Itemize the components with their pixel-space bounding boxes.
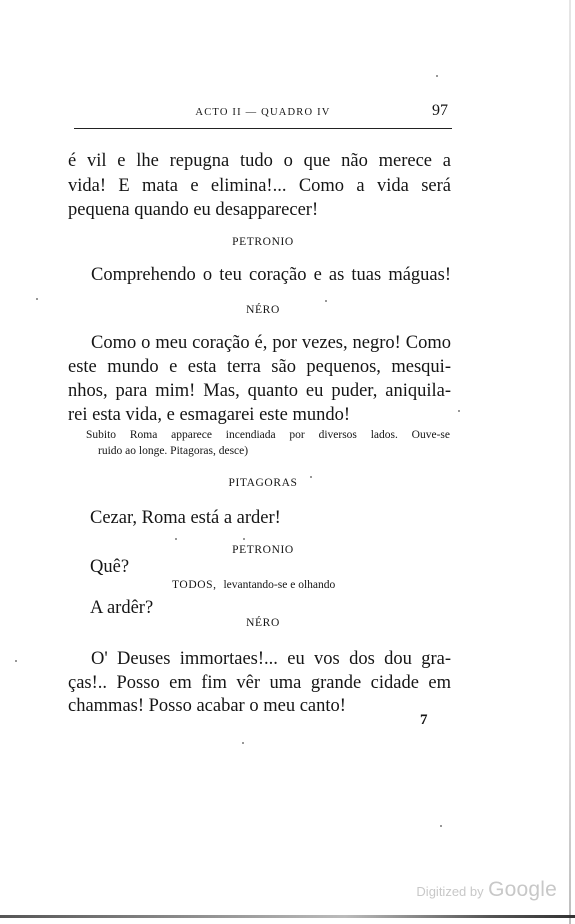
running-head [74,100,452,124]
paragraph-2-line-1: Comprehendo o teu coração e as tuas máguas! [91,265,451,285]
speaker-petronio-2: PETRONIO [232,544,294,556]
page-edge-bottom [0,915,575,918]
paragraph-3-line-4: rei esta vida, e esmagarei este mundo! [68,405,351,425]
ink-speck [242,742,244,744]
speaker-nero: NÉRO [246,304,280,316]
stage-direction-line-2: ruido ao longe. Pitagoras, desce) [98,445,249,457]
paragraph-7-line-3: chammas! Posso acabar o meu canto! [68,696,346,716]
stage-direction-line-1: Subito Roma apparece incendiada por diversos lados. Ouve-se [86,429,450,441]
stage-direction-todos [172,580,335,592]
ink-speck [458,410,460,412]
watermark-prefix: Digitized by [416,884,484,899]
ink-speck [310,476,312,478]
paragraph-4-line-1: Cezar, Roma está a arder! [90,508,281,528]
paragraph-3-line-3: nhos, para mim! Mas, quanto eu puder, aniquila- [68,381,451,401]
stage-direction-todos-text: levantando-se e olhando [223,579,336,591]
paragraph-1-line-1: é vil e lhe repugna tudo o que não merece a [68,151,451,171]
paragraph-3-line-2: este mundo e esta terra são pequenos, mesqui- [68,357,451,377]
watermark-brand: Google [488,878,557,901]
paragraph-7-line-2: ças!.. Posso em fim vêr uma grande cidade em [68,673,451,693]
ink-speck [175,538,177,540]
paragraph-1-line-3: pequena quando eu desapparecer! [68,200,319,220]
page-number: 97 [432,102,448,119]
running-head-title: ACTO II — QUADRO IV [195,107,331,118]
stage-direction-todos-speaker: TODOS, [172,579,217,591]
signature-mark: 7 [420,712,428,728]
paragraph-1-line-2: vida! E mata e elimina!... Como a vida será [68,176,451,196]
ink-speck [243,538,245,540]
page-edge-right [569,0,571,924]
ink-speck [440,825,442,827]
ink-speck [15,660,17,662]
digitized-watermark [416,878,557,902]
paragraph-7-line-1: O' Deuses immortaes!... eu vos dos dou gra- [91,649,451,669]
speaker-petronio: PETRONIO [232,236,294,248]
ink-speck [36,298,38,300]
header-rule [74,128,452,129]
paragraph-6-line-1: A ardêr? [90,598,154,618]
speaker-nero-2: NÉRO [246,617,280,629]
paragraph-3-line-1: Como o meu coração é, por vezes, negro! Como [91,333,451,353]
ink-speck [325,300,327,302]
speaker-pitagoras: PITAGORAS [228,477,298,489]
paragraph-5-line-1: Quê? [90,557,130,577]
ink-speck [436,75,438,77]
